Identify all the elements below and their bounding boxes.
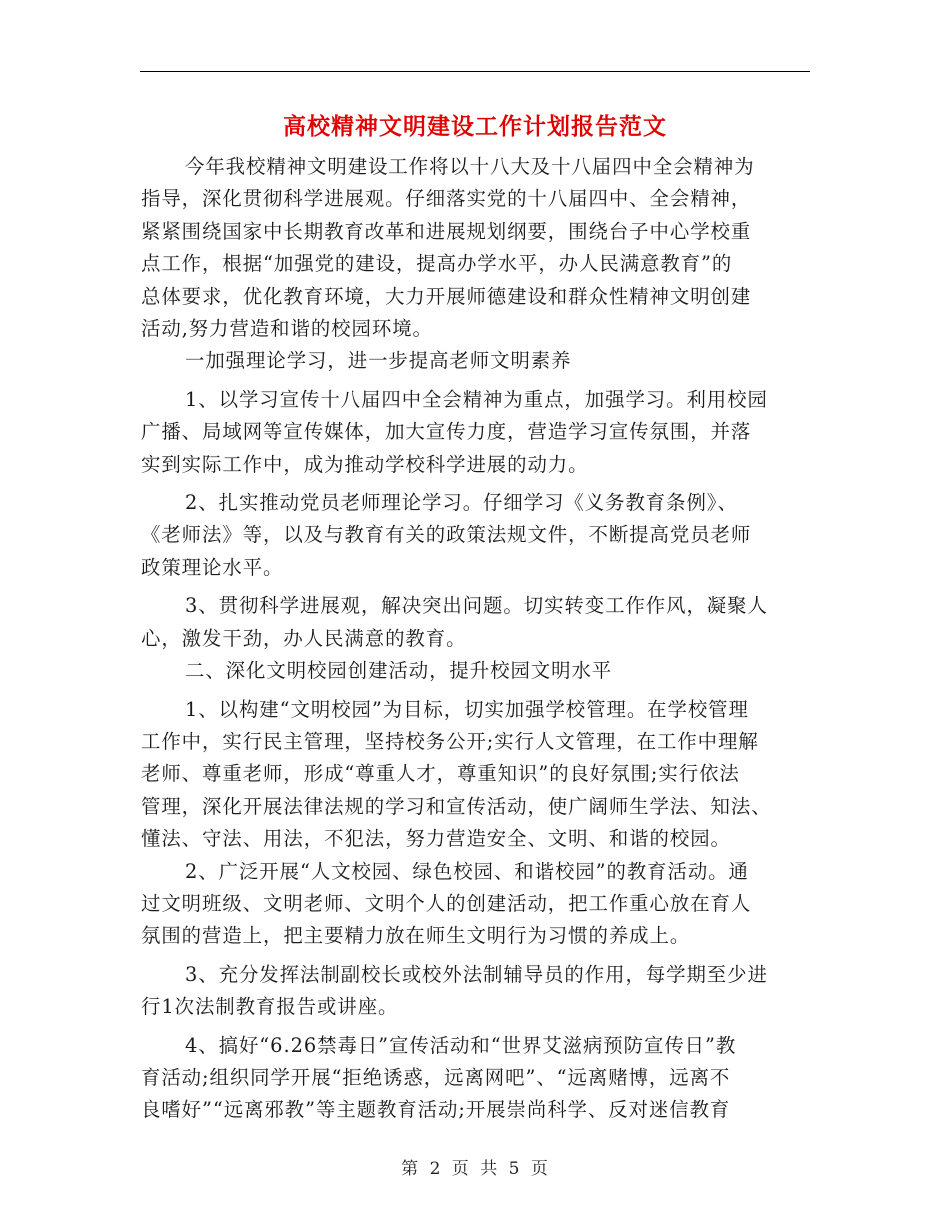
body-line: 管理，深化开展法律法规的学习和宣传活动，使广阔师生学法、知法、 (141, 794, 772, 818)
body-line: 指导，深化贯彻科学进展观。仔细落实党的十八届四中、全会精神， (141, 187, 752, 211)
body-line: 老师、尊重老师，形成“尊重人才，尊重知识”的良好氛围;实行依法 (141, 762, 740, 786)
body-line: 过文明班级、文明老师、文明个人的创建活动，把工作重心放在育人 (141, 891, 752, 915)
body-line: 3、贯彻科学进展观，解决突出问题。切实转变工作作风，凝聚人 (185, 594, 768, 618)
body-line: 2、广泛开展“人文校园、绿色校园、和谐校园”的教育活动。通 (185, 859, 749, 883)
section-heading: 二、深化文明校园创建活动，提升校园文明水平 (185, 659, 613, 683)
body-line: 2、扎实推动党员老师理论学习。仔细学习《义务教育条例》、 (185, 491, 738, 515)
body-line: 心，激发干劲，办人民满意的教育。 (141, 626, 467, 650)
body-line: 4、搞好“6.26禁毒日”宣传活动和“世界艾滋病预防宣传日”教 (185, 1033, 737, 1057)
header-rule (140, 71, 810, 72)
body-line: 氛围的营造上，把主要精力放在师生文明行为习惯的养成上。 (141, 924, 691, 948)
body-line: 政策理论水平。 (141, 555, 284, 579)
body-line: 3、充分发挥法制副校长或校外法制辅导员的作用，每学期至少进 (185, 962, 768, 986)
body-line: 点工作，根据“加强党的建设，提高办学水平，办人民满意教育”的 (141, 252, 733, 276)
body-line: 实到实际工作中，成为推动学校科学进展的动力。 (141, 452, 589, 476)
body-line: 广播、局域网等宣传媒体，加大宣传力度，营造学习宣传氛围，并落 (141, 420, 752, 444)
body-line: 活动,努力营造和谐的校园环境。 (141, 317, 433, 341)
body-line: 工作中，实行民主管理，坚持校务公开;实行人文管理，在工作中理解 (141, 729, 759, 753)
body-line: 懂法、守法、用法，不犯法，努力营造安全、文明、和谐的校园。 (141, 827, 731, 851)
section-heading: 一加强理论学习，进一步提高老师文明素养 (185, 349, 572, 373)
body-line: 总体要求，优化教育环境，大力开展师德建设和群众性精神文明创建 (141, 284, 752, 308)
body-line: 今年我校精神文明建设工作将以十八大及十八届四中全会精神为 (185, 155, 755, 178)
document-body (141, 151, 811, 1127)
body-line: 行1次法制教育报告或讲座。 (141, 995, 399, 1019)
body-line: 1、以学习宣传十八届四中全会精神为重点，加强学习。利用校园 (185, 387, 768, 411)
body-line: 紧紧围绕国家中长期教育改革和进展规划纲要，围绕台子中心学校重 (141, 219, 752, 243)
body-line: 育活动;组织同学开展“拒绝诱惑，远离网吧”、“远离赌博，远离不 (141, 1065, 731, 1089)
body-line: 《老师法》等，以及与教育有关的政策法规文件，不断提高党员老师 (141, 523, 752, 547)
body-line: 良嗜好”“远离邪教”等主题教育活动;开展崇尚科学、反对迷信教育 (141, 1098, 731, 1122)
page-number: 第 2 页 共 5 页 (401, 1159, 549, 1179)
body-line: 1、以构建“文明校园”为目标，切实加强学校管理。在学校管理 (185, 697, 749, 721)
document-title: 高校精神文明建设工作计划报告范文 (283, 113, 667, 140)
